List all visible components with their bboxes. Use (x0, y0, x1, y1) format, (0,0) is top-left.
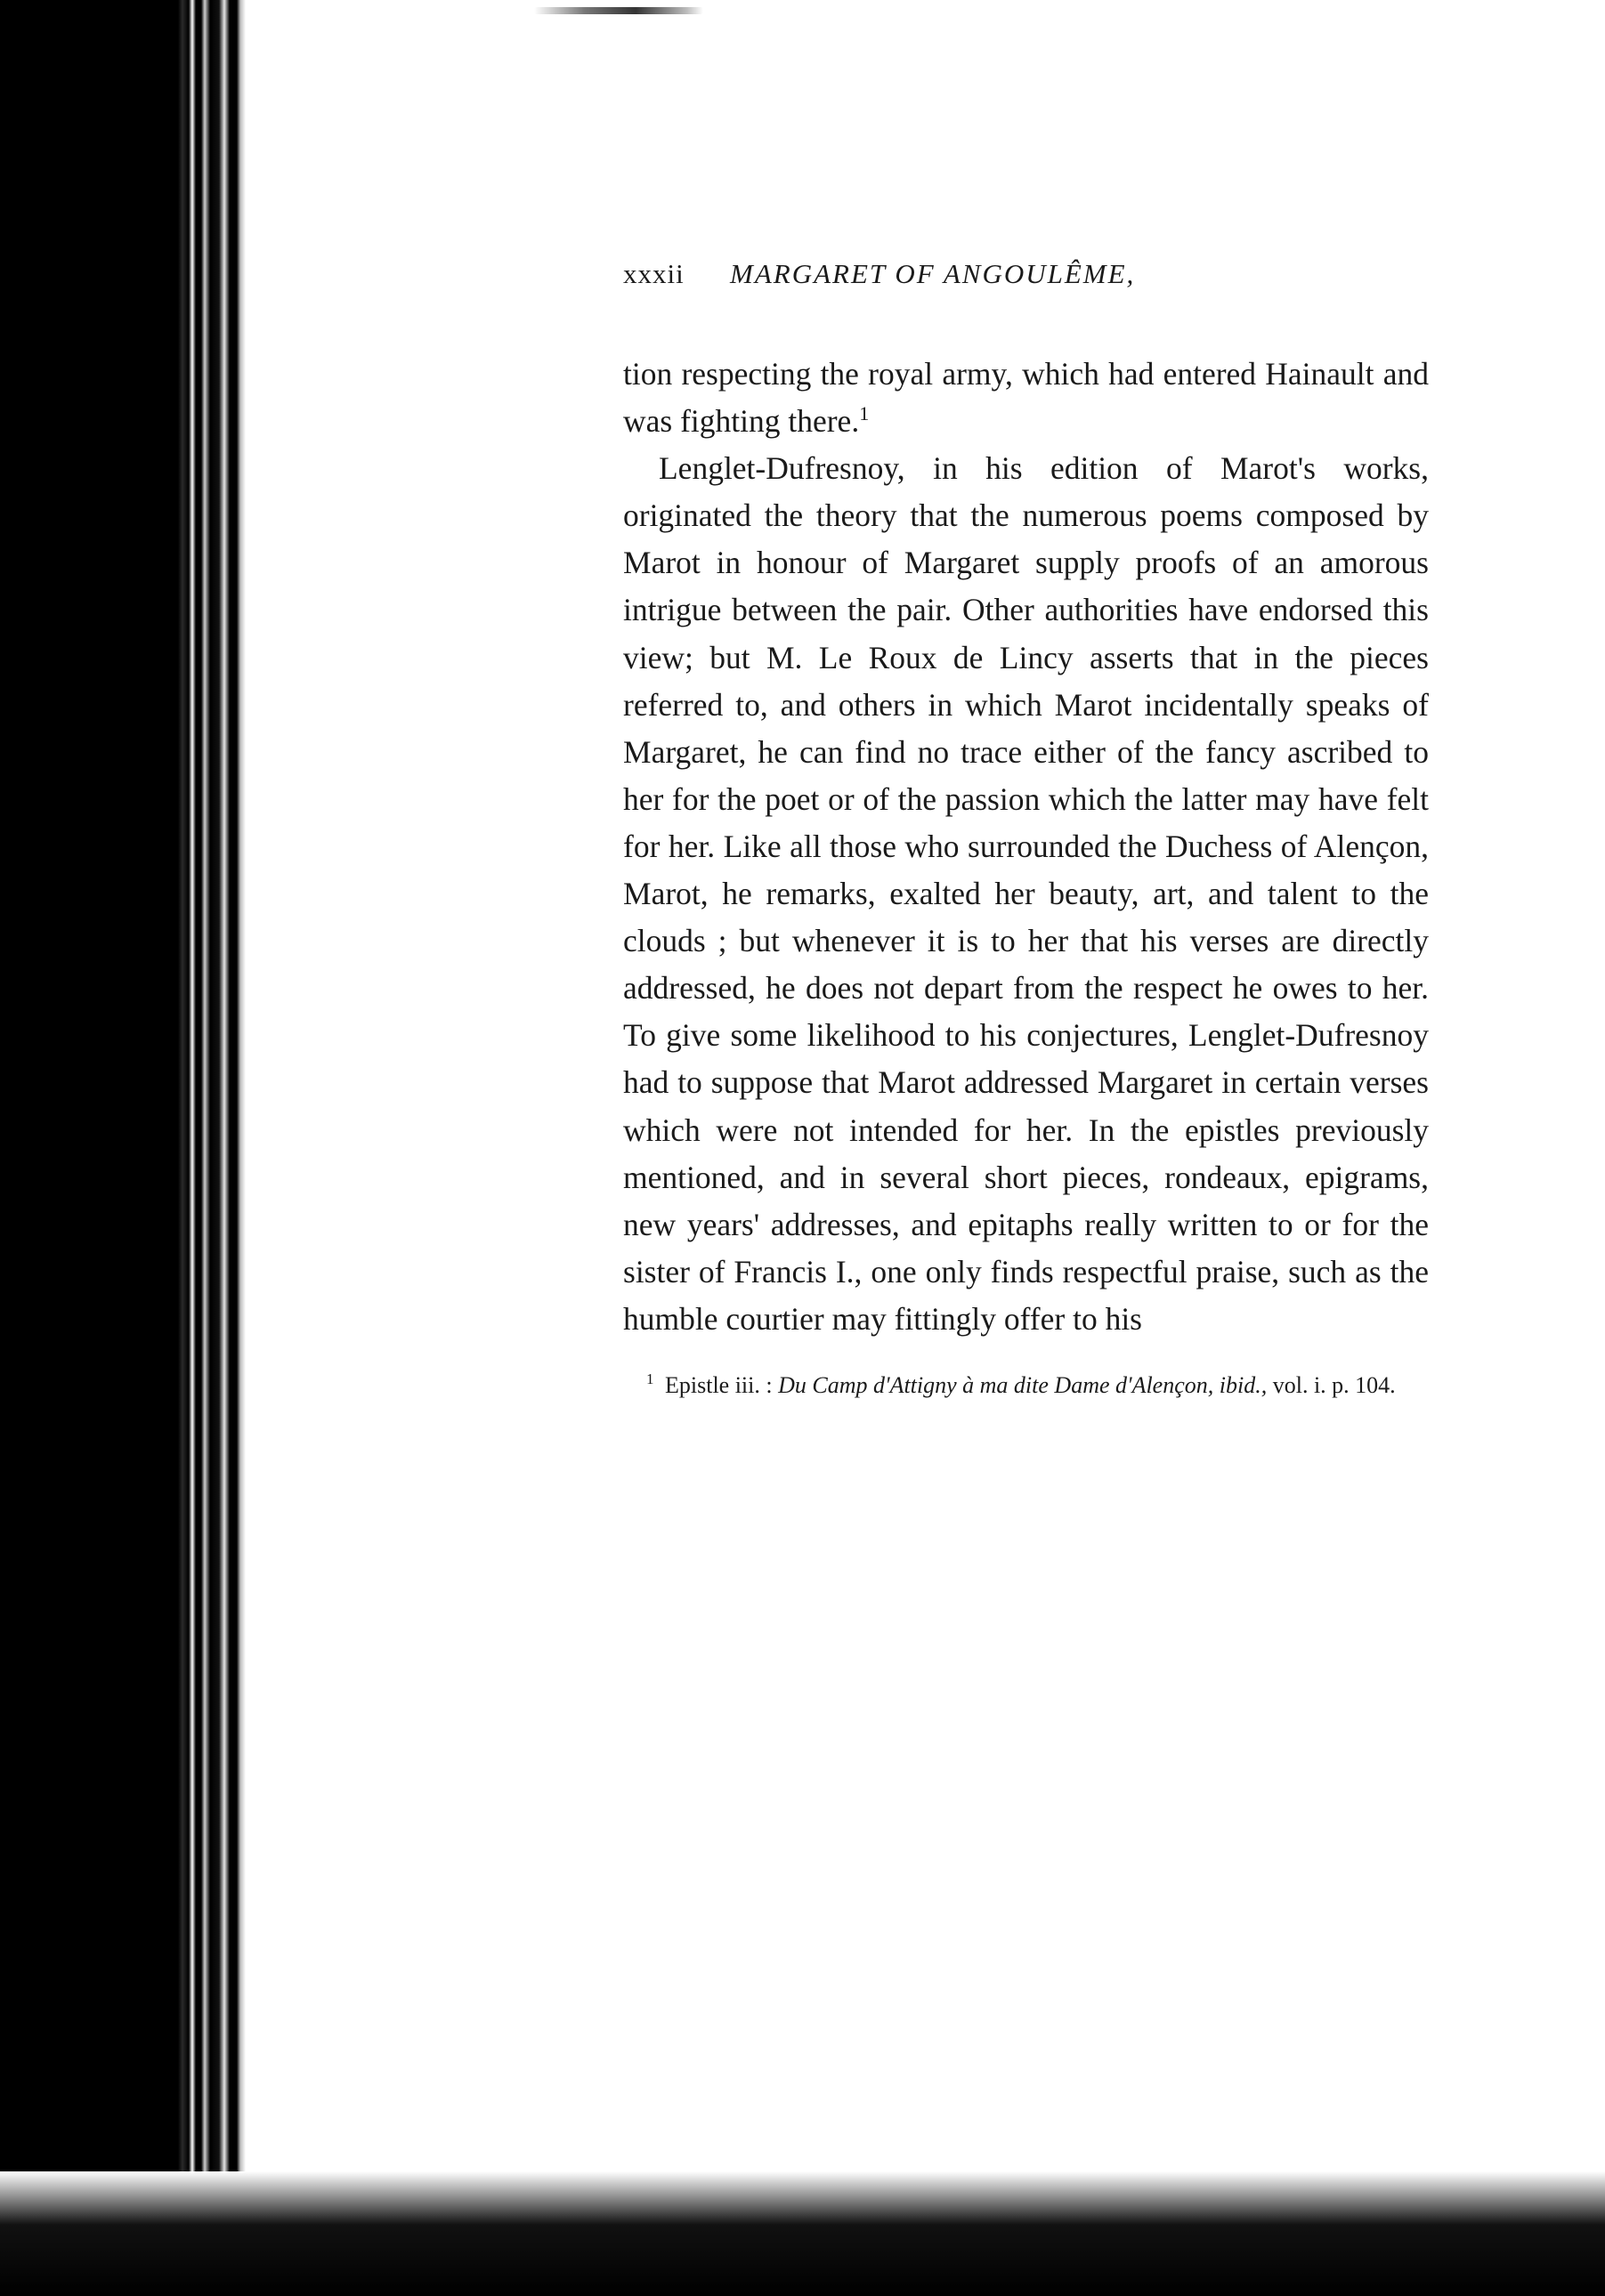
body-text (623, 351, 1429, 1343)
footnote-title: Du Camp d'Attigny à ma dite Dame d'Alençon, (778, 1371, 1214, 1398)
scan-bottom-edge (0, 2171, 1605, 2296)
paragraph-2: Lenglet-Dufresnoy, in his edition of Marot's works, originated the theory that the numerous poems composed by Marot in honour of Margaret supply proofs of an amorous intrigue between the pair. Other authorities have endorsed this view; but M. Le Roux de Lincy asserts that in the pieces referred to, and others in which Marot incidentally speaks of Margaret, he can find no trace either of the fancy ascribed to her for the poet or of the passion which the latter may have felt for her. Like all those who surrounded the Duchess of Alençon, Marot, he remarks, exalted her beauty, art, and talent to the clouds ; but whenever it is to her that his verses are directly addressed, he does not depart from the respect he owes to her. To give some likelihood to his conjectures, Lenglet-Dufresnoy had to suppose that Marot addressed Margaret in certain verses which were not intended for her. In the epistles previously mentioned, and in several short pieces, rondeaux, epigrams, new years' addresses, and epitaphs really written to or for the sister of Francis I., one only finds respectful praise, such as the humble courtier may fittingly offer to his (623, 450, 1429, 1337)
book-gutter-shadow (0, 0, 254, 2296)
running-head (623, 258, 1429, 311)
footnote-reference: 1 (859, 402, 870, 425)
footnote-suffix: vol. i. p. 104. (1272, 1371, 1396, 1398)
page-number: xxxii (623, 258, 685, 289)
book-page (623, 258, 1429, 1402)
footnote (623, 1370, 1429, 1402)
footnote-mark: 1 (646, 1370, 654, 1388)
paragraph-continued (623, 351, 1429, 445)
footnote-prefix: Epistle iii. : (665, 1371, 773, 1398)
running-title: MARGARET OF ANGOULÊME, (730, 258, 1136, 289)
paragraph-1-text: tion respecting the royal army, which had entered Hainault and was fighting there. (623, 356, 1429, 440)
scan-smudge (534, 7, 703, 14)
footnote-ibid: ibid., (1219, 1371, 1268, 1398)
